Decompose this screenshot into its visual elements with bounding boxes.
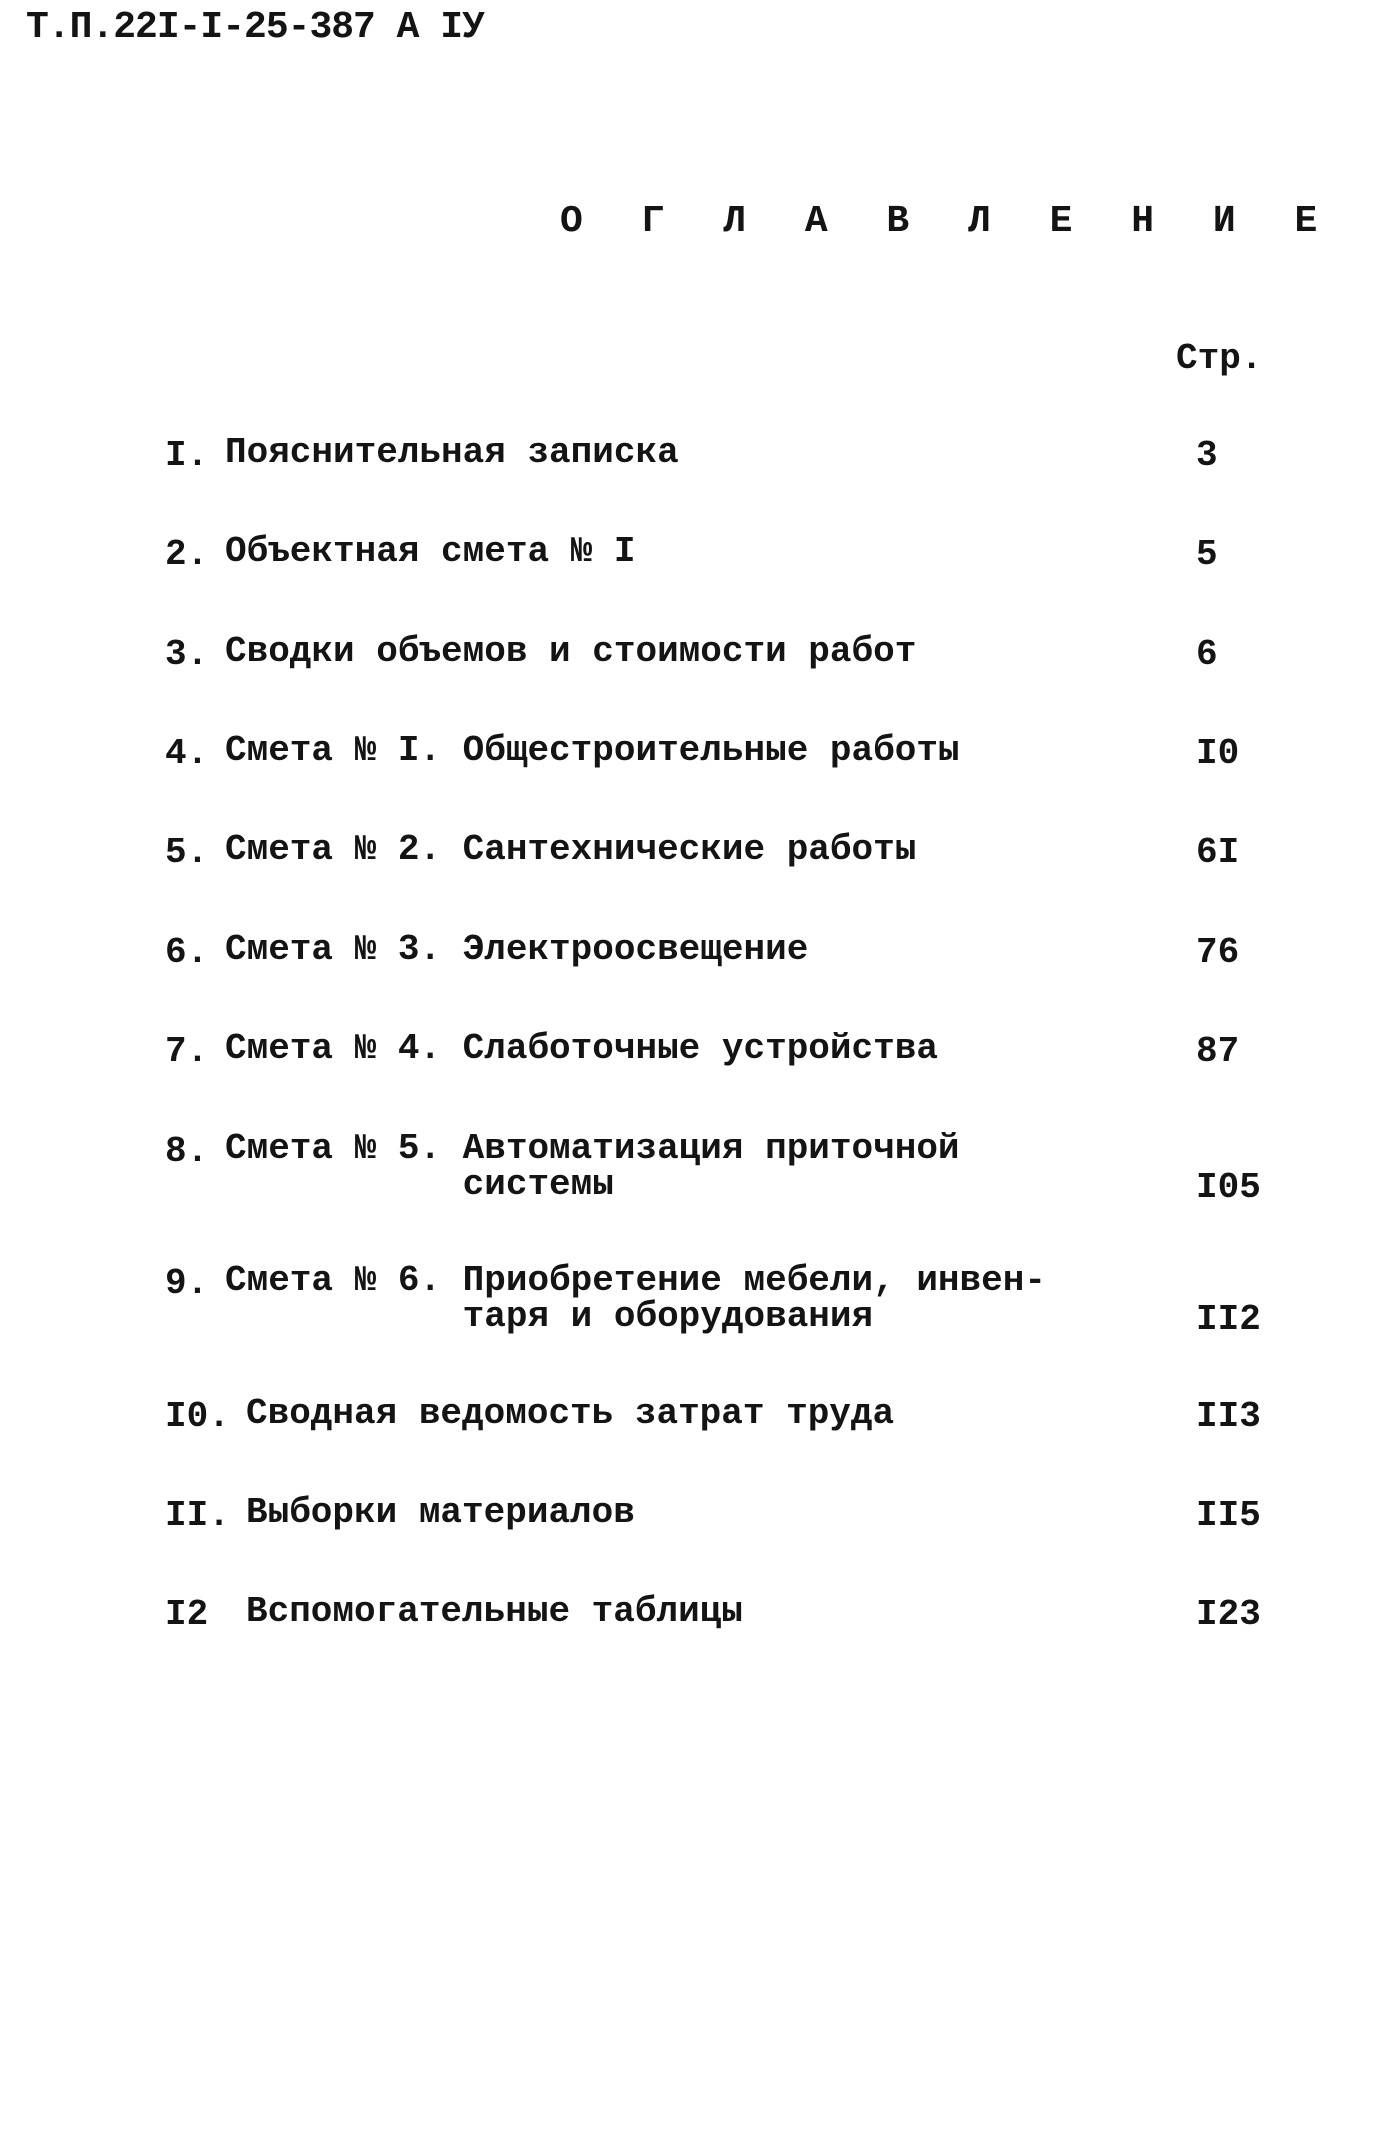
toc-item-number: 3. <box>165 634 209 675</box>
toc-item-page: II3 <box>1196 1396 1261 1437</box>
toc-item-text: Смета № 2. Сантехнические работы <box>225 829 917 870</box>
toc-item <box>0 1591 1381 1674</box>
toc-item-page: I23 <box>1196 1594 1261 1635</box>
toc-item-text: Объектная смета № I <box>225 531 636 572</box>
toc-item-number: I. <box>165 435 209 476</box>
toc-item-number: II. <box>165 1495 230 1536</box>
toc-item-number: 7. <box>165 1031 209 1072</box>
toc-item-number: 9. <box>165 1263 209 1304</box>
toc-item <box>0 1128 1381 1241</box>
toc-item <box>0 730 1381 813</box>
toc-item-page: II2 <box>1196 1299 1261 1340</box>
toc-item-text: Смета № 6. Приобретение мебели, инвен- таря и оборудования <box>225 1260 1046 1337</box>
toc-item-page: II5 <box>1196 1495 1261 1536</box>
toc-item-text: Смета № 5. Автоматизация приточной системы <box>225 1128 960 1205</box>
toc-item <box>0 1260 1381 1373</box>
toc-item-page: 5 <box>1196 534 1218 575</box>
toc-item <box>0 929 1381 1012</box>
toc-item-text: Пояснительная записка <box>225 432 679 473</box>
toc-item-number: 2. <box>165 534 209 575</box>
toc-item-page: 6I <box>1196 832 1240 873</box>
toc-item-page: I0 <box>1196 733 1240 774</box>
toc-item-text: Вспомогательные таблицы <box>246 1591 743 1632</box>
page-column-header: Стр. <box>1176 338 1263 379</box>
toc-item-page: 3 <box>1196 435 1218 476</box>
toc-item-text: Выборки материалов <box>246 1492 635 1533</box>
toc-item-number: 4. <box>165 733 209 774</box>
toc-item-number: 8. <box>165 1131 209 1172</box>
toc-item <box>0 631 1381 714</box>
page-title: О Г Л А В Л Е Н И Е <box>560 200 1336 243</box>
toc-item-number: I2 <box>165 1594 209 1635</box>
toc-item-text: Смета № I. Общестроительные работы <box>225 730 960 771</box>
toc-item-text: Смета № 4. Слаботочные устройства <box>225 1028 938 1069</box>
toc-item-page: 76 <box>1196 932 1240 973</box>
toc-item <box>0 1492 1381 1575</box>
toc-item <box>0 1028 1381 1111</box>
toc-item <box>0 1393 1381 1476</box>
toc-item <box>0 432 1381 515</box>
toc-item-text: Сводки объемов и стоимости работ <box>225 631 917 672</box>
toc-item-number: 6. <box>165 932 209 973</box>
toc-item <box>0 531 1381 614</box>
toc-item-page: 6 <box>1196 634 1218 675</box>
toc-item-page: 87 <box>1196 1031 1240 1072</box>
toc-item-text: Смета № 3. Электроосвещение <box>225 929 809 970</box>
toc-item <box>0 829 1381 912</box>
toc-item-page: I05 <box>1196 1167 1261 1208</box>
toc-item-number: 5. <box>165 832 209 873</box>
document-code: Т.П.22I-I-25-387 А IУ <box>26 6 484 49</box>
toc-item-text: Сводная ведомость затрат труда <box>246 1393 895 1434</box>
toc-item-number: I0. <box>165 1396 230 1437</box>
